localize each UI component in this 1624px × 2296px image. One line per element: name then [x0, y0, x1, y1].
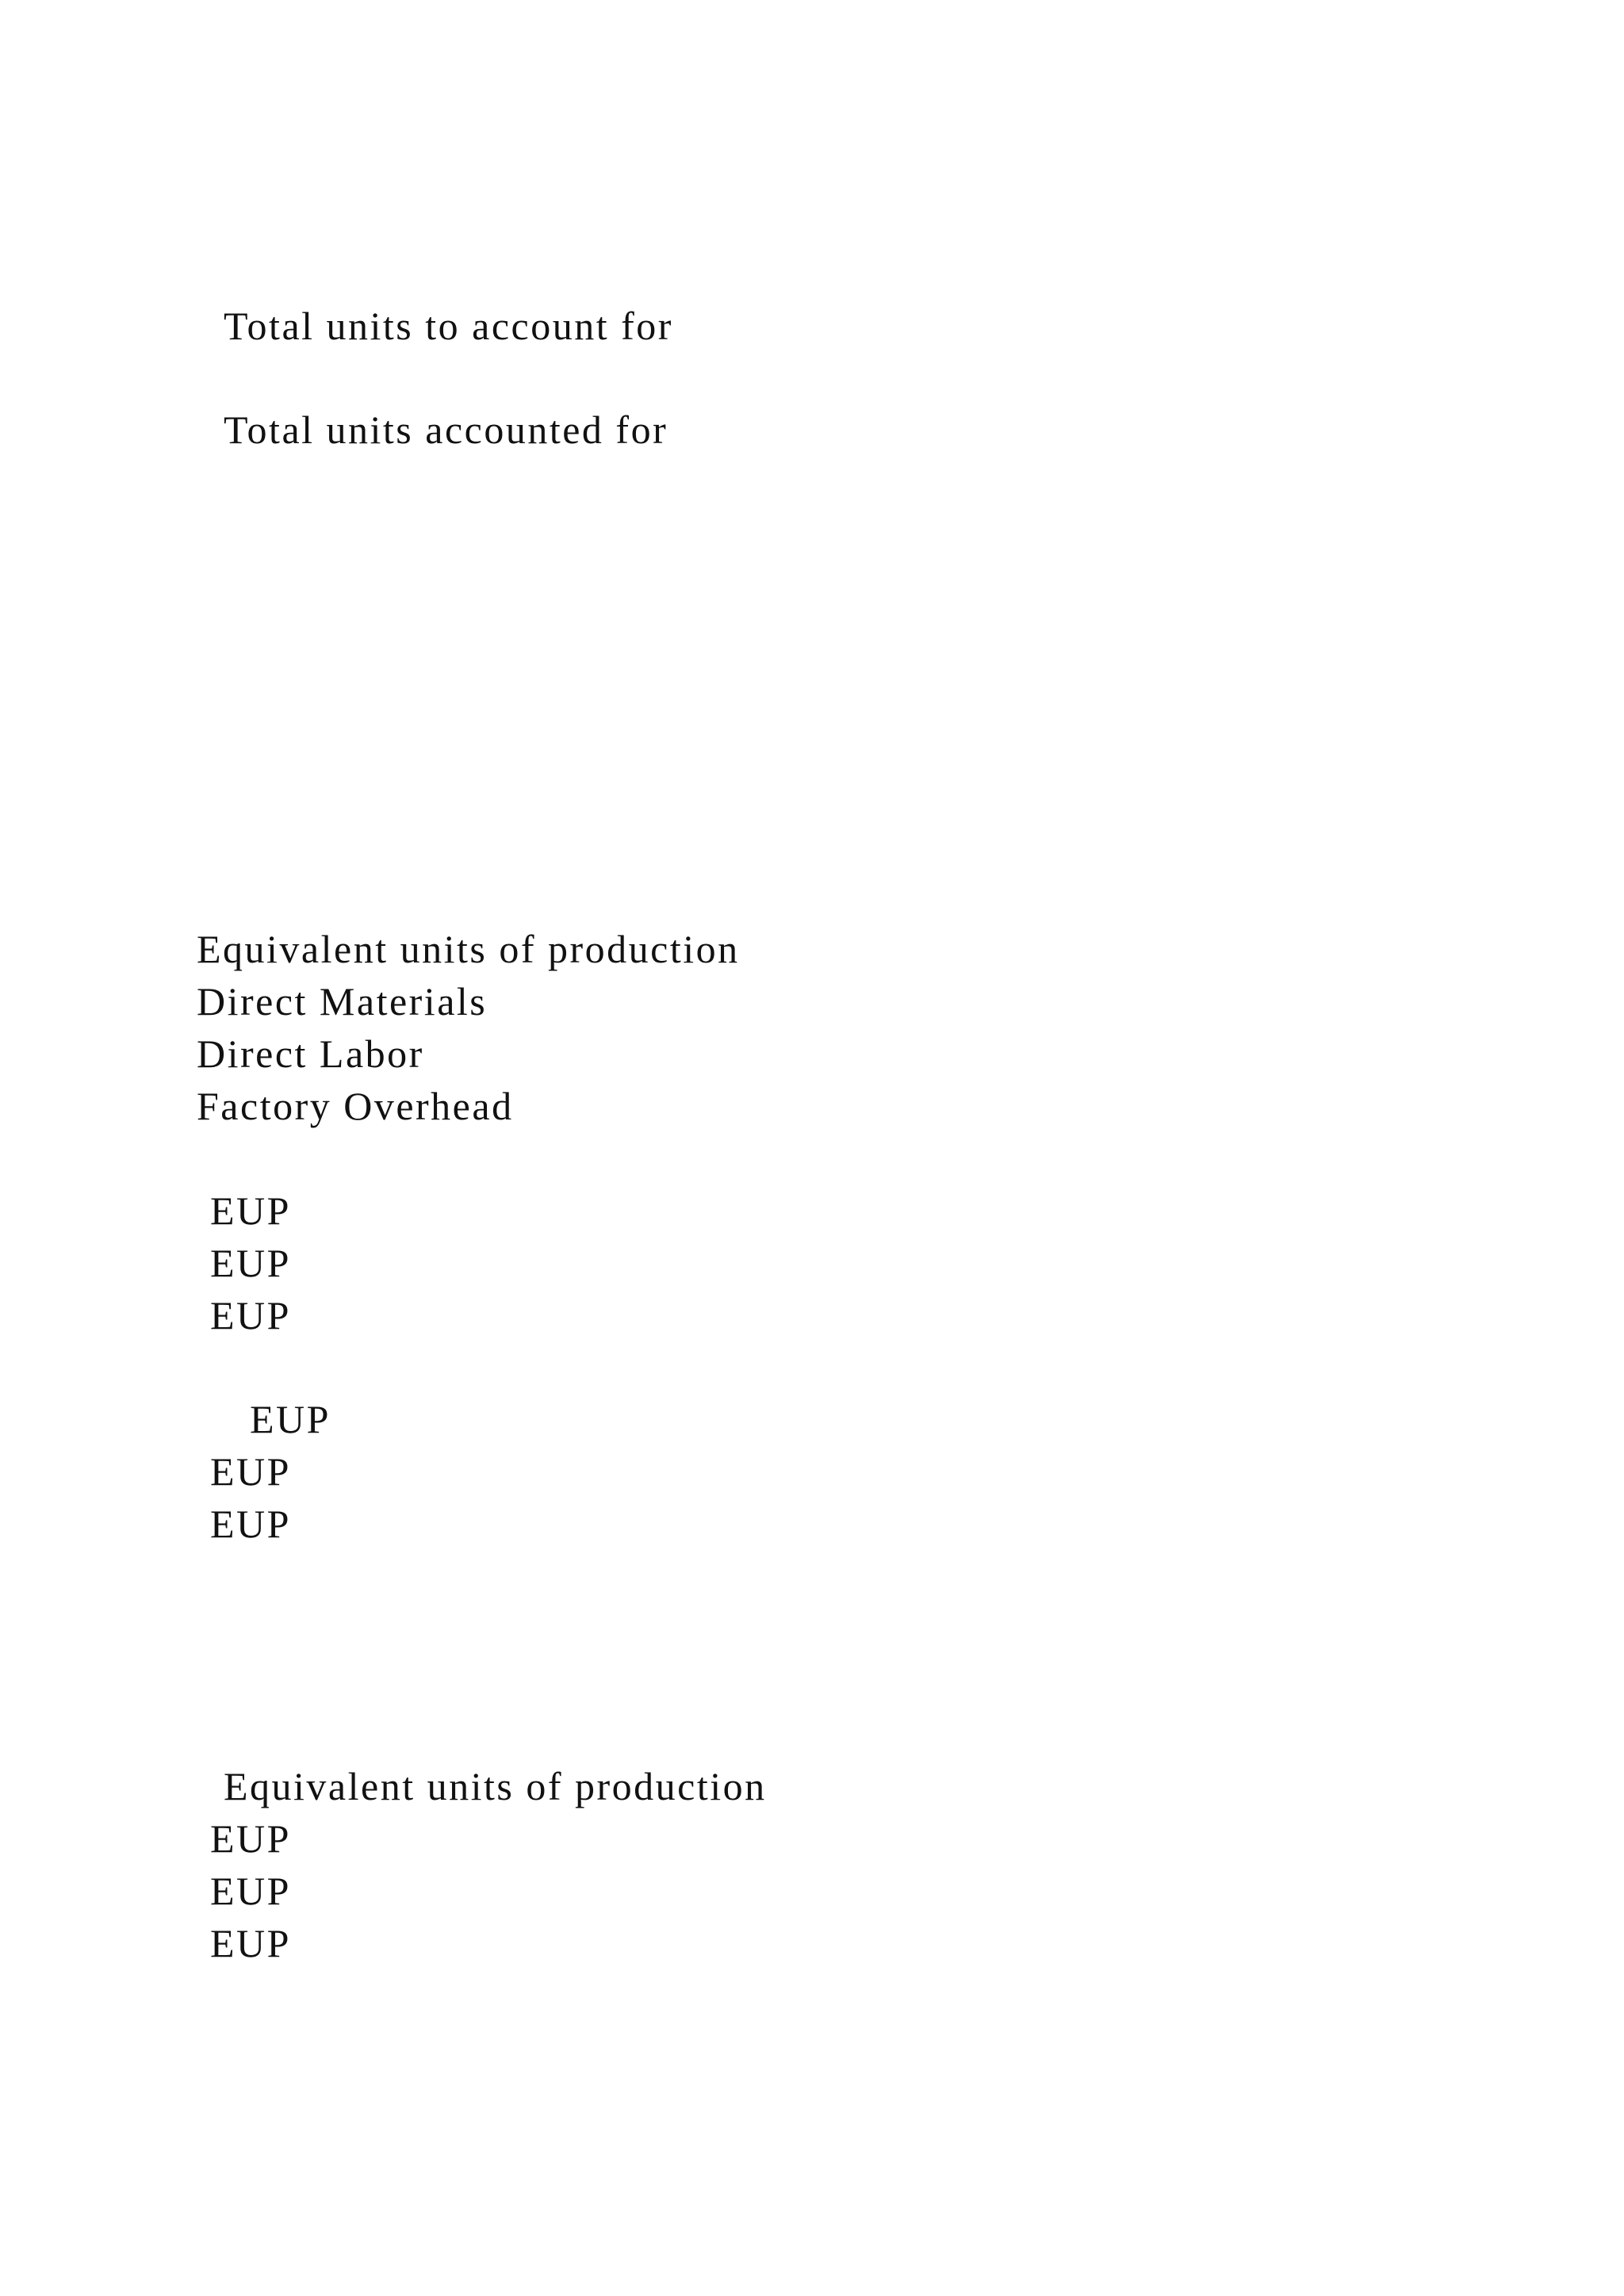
eup-label: EUP — [210, 1869, 291, 1913]
eup-label: EUP — [210, 1502, 291, 1546]
eup-label: EUP — [210, 1241, 291, 1285]
direct-materials-label: Direct Materials — [197, 979, 488, 1024]
eup-label: EUP — [210, 1449, 291, 1494]
eup-label: EUP — [250, 1397, 331, 1441]
eup-label: EUP — [210, 1293, 291, 1337]
total-units-accounted-label: Total units accounted for — [224, 408, 668, 452]
eup-heading-1: Equivalent units of production — [197, 927, 740, 971]
eup-label: EUP — [210, 1921, 291, 1965]
total-units-to-account-label: Total units to account for — [224, 304, 673, 348]
eup-label: EUP — [210, 1816, 291, 1861]
direct-labor-label: Direct Labor — [197, 1031, 424, 1076]
factory-overhead-label: Factory Overhead — [197, 1084, 514, 1128]
eup-heading-2: Equivalent units of production — [224, 1764, 767, 1808]
eup-label: EUP — [210, 1188, 291, 1233]
